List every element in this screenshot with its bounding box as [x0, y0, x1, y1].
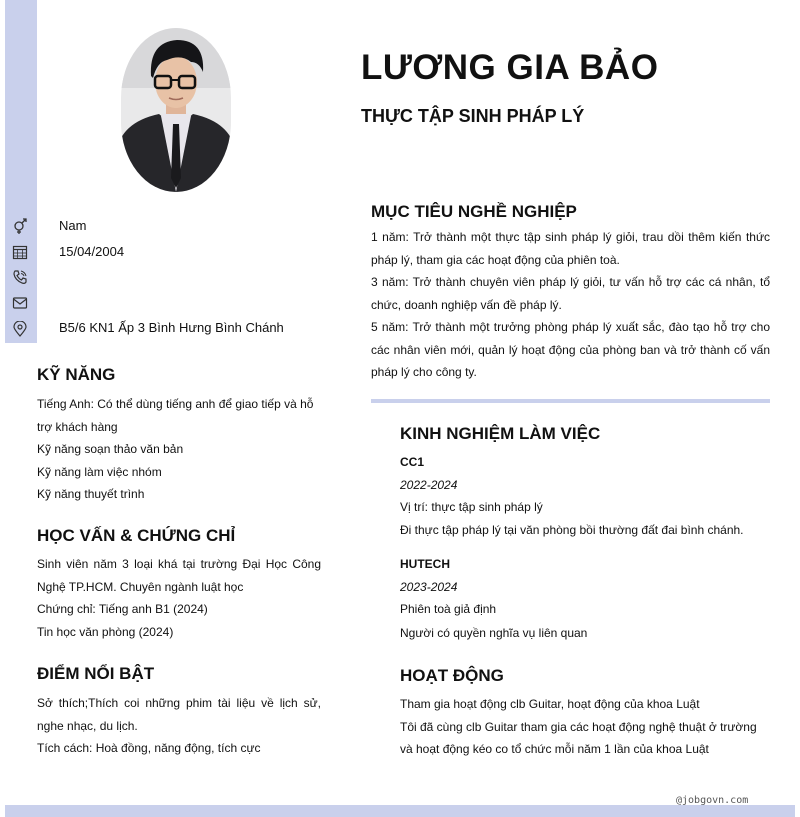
section-divider: [371, 399, 770, 403]
objective-title: MỤC TIÊU NGHỀ NGHIỆP: [371, 202, 577, 221]
candidate-role: THỰC TẬP SINH PHÁP LÝ: [361, 106, 585, 126]
skills-title: KỸ NĂNG: [37, 365, 116, 384]
list-item: 1 năm: Trở thành một thực tập sinh pháp lý giỏi, trau dồi thêm kiến thức pháp lý, tham gia các hoạt động của phiên toà.: [371, 230, 770, 267]
list-item: Tham gia hoạt động clb Guitar, hoạt động của khoa Luật: [400, 697, 700, 711]
job-period: 2023-2024: [400, 579, 458, 594]
watermark-text: @jobgovn.com: [676, 795, 749, 806]
list-item: Tin học văn phòng (2024): [37, 624, 174, 639]
list-item: Chứng chỉ: Tiếng anh B1 (2024): [37, 602, 208, 616]
list-item: 5 năm: Trở thành một trưởng phòng pháp lý xuất sắc, đào tạo hỗ trợ cho các nhân viên mới, quản lý hoạt động của phòng ban và trở thành cố vấn pháp lý cho công ty.: [371, 320, 770, 379]
highlights-list: [37, 692, 321, 760]
highlights-title: ĐIỂM NỔI BẬT: [37, 664, 155, 683]
experience-title: KINH NGHIỆM LÀM VIỆC: [400, 424, 601, 443]
job-line: Người có quyền nghĩa vụ liên quan: [400, 625, 588, 640]
birthdate-text: 15/04/2004: [59, 244, 125, 259]
list-item: Tiếng Anh: Có thể dùng tiếng anh để giao tiếp và hỗ trợ khách hàng: [37, 397, 314, 434]
list-item: Tích cách: Hoà đồng, năng động, tích cực: [37, 741, 261, 755]
objective-list: [371, 226, 770, 384]
education-list: [37, 553, 321, 643]
list-item: Kỹ năng soạn thảo văn bản: [37, 442, 184, 456]
list-item: Tôi đã cùng clb Guitar tham gia các hoạt động nghệ thuật ở trường và hoạt động kéo co tổ chức mỗi năm 1 lần của khoa Luật: [400, 719, 757, 756]
job-period: 2022-2024: [400, 477, 458, 492]
activities-list: [400, 693, 770, 761]
list-item: Kỹ năng làm việc nhóm: [37, 464, 162, 479]
list-item: 3 năm: Trở thành chuyên viên pháp lý giỏi, tư vấn hỗ trợ các cá nhân, tổ chức, doanh nghiệp vấn đề pháp lý.: [371, 275, 770, 312]
experience-job-1: [400, 451, 780, 541]
list-item: Kỹ năng thuyết trình: [37, 487, 145, 501]
phone-icon: [12, 269, 28, 285]
list-item: Sở thích;Thích coi những phim tài liệu về lịch sử, nghe nhạc, du lịch.: [37, 696, 321, 733]
list-item: Sinh viên năm 3 loại khá tại trường Đại Học Công Nghệ TP.HCM. Chuyên ngành luật học: [37, 557, 321, 594]
candidate-name: LƯƠNG GIA BẢO: [361, 48, 659, 87]
job-company: HUTECH: [400, 557, 450, 571]
education-title: HỌC VẤN & CHỨNG CHỈ: [37, 526, 236, 545]
job-line: Đi thực tập pháp lý tại văn phòng bồi thường đất đai bình chánh.: [400, 522, 744, 537]
address-text: B5/6 KN1 Ấp 3 Bình Hưng Bình Chánh: [59, 320, 284, 335]
bottom-accent-strip: [5, 805, 795, 817]
email-icon: [12, 295, 28, 311]
location-icon: [12, 321, 28, 337]
profile-photo: [121, 28, 231, 192]
activities-title: HOẠT ĐỘNG: [400, 666, 504, 685]
job-line: Vị trí: thực tập sinh pháp lý: [400, 500, 543, 514]
job-company: CC1: [400, 455, 425, 469]
skills-list: [37, 393, 317, 506]
gender-icon: [12, 218, 28, 234]
job-line: Phiên toà giả định: [400, 602, 497, 616]
calendar-icon: [12, 244, 28, 260]
sidebar-accent-strip: [5, 0, 37, 343]
gender-text: Nam: [59, 218, 87, 233]
experience-job-2: [400, 553, 780, 644]
